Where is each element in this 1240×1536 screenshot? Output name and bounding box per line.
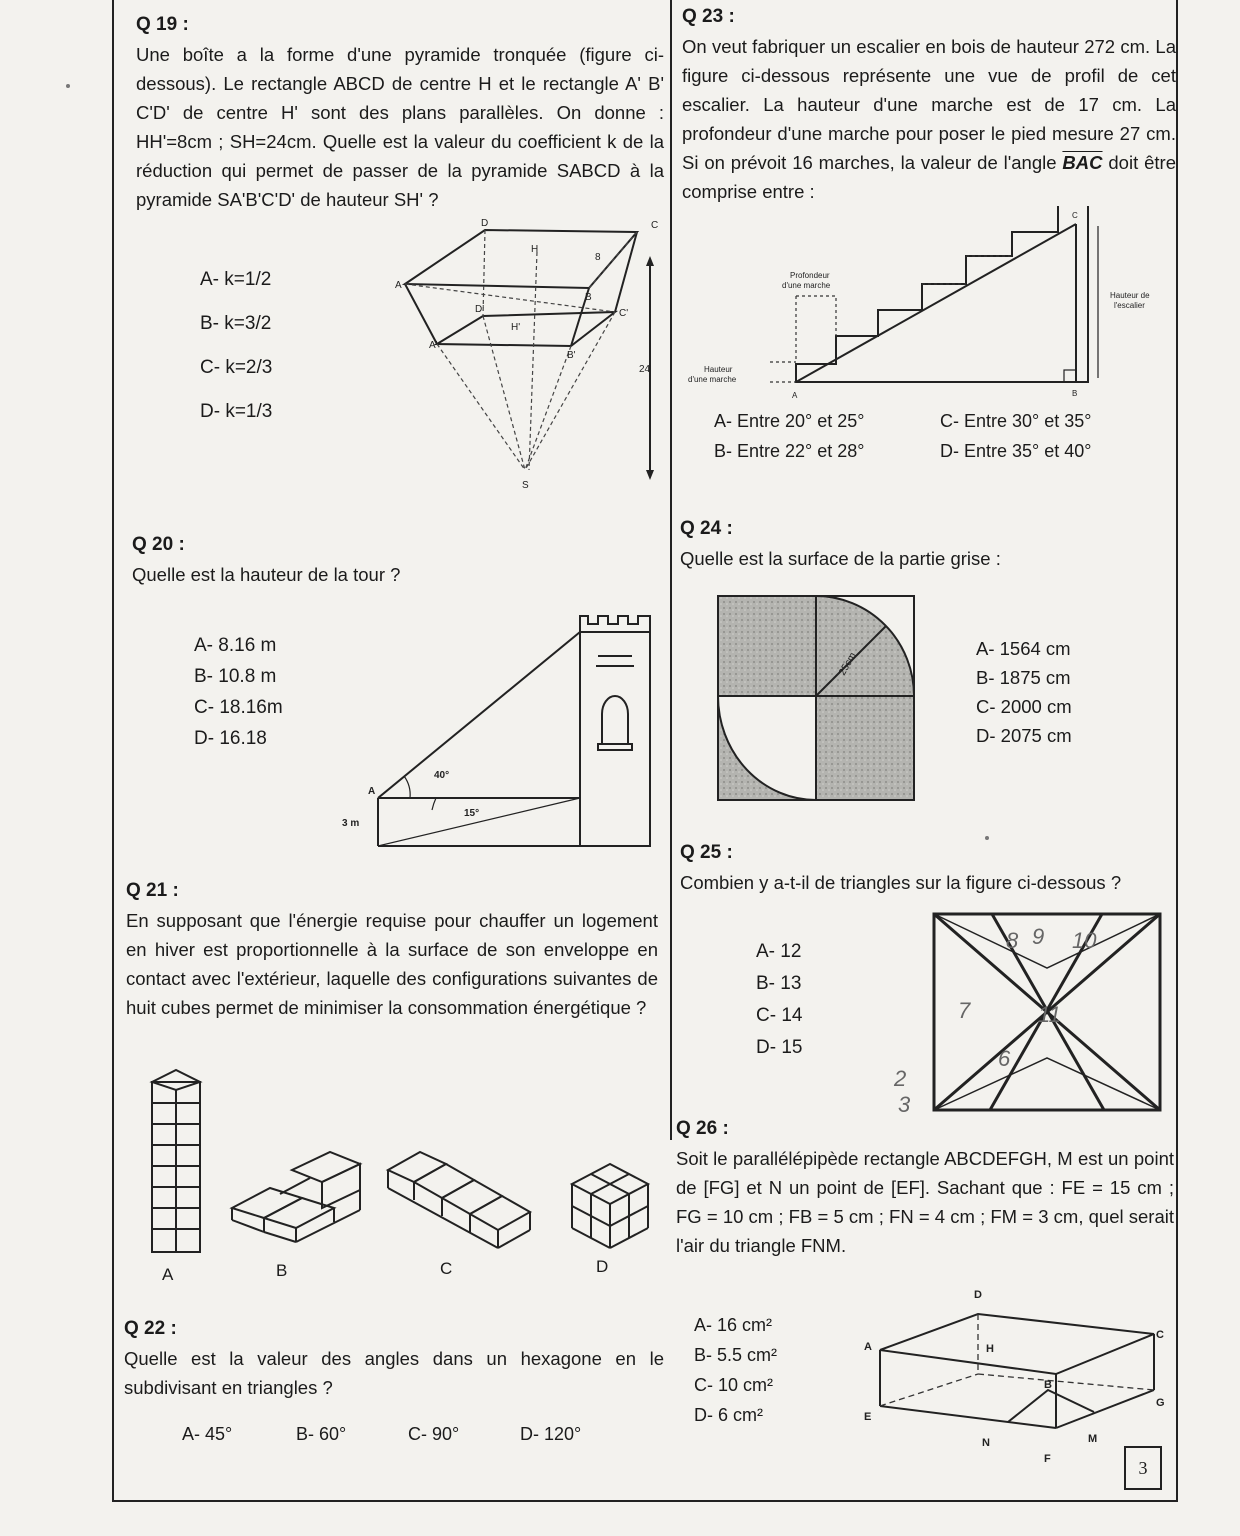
label-a: A	[395, 280, 402, 291]
step-height-label-2: d'une marche	[688, 375, 737, 384]
depth-label-2: d'une marche	[782, 281, 831, 290]
handwritten-2: 2	[894, 1066, 907, 1091]
option-b[interactable]: B- 60°	[296, 1424, 347, 1444]
label-f: F	[1044, 1453, 1051, 1465]
question-number: Q 19 :	[136, 14, 189, 35]
speck	[985, 836, 989, 840]
question-text: Combien y a-t-il de triangles sur la figure ci-dessous ?	[680, 872, 1122, 893]
option-b[interactable]: B- 13	[756, 973, 802, 994]
question-25	[680, 842, 1174, 897]
option-c[interactable]: C- 90°	[408, 1424, 460, 1444]
label-a: A	[792, 391, 798, 400]
label-b: B	[585, 292, 592, 303]
label-b: B	[1072, 389, 1078, 398]
option-d[interactable]: D- 16.18	[194, 728, 267, 749]
label-a: A	[864, 1341, 872, 1353]
option-c[interactable]: C- Entre 30° et 35°	[940, 411, 1092, 431]
stair-height-label: Hauteur de	[1110, 291, 1150, 300]
distance-label: 3 m	[342, 818, 360, 829]
label-sh: 24	[639, 364, 651, 375]
config-c-shape	[388, 1152, 530, 1248]
option-b[interactable]: B- 10.8 m	[194, 666, 277, 687]
option-c[interactable]: C- k=2/3	[200, 357, 273, 378]
label-h: H	[986, 1343, 994, 1355]
q26-options	[694, 1310, 777, 1430]
question-number: Q 22 :	[124, 1318, 177, 1339]
handwritten-9: 9	[1032, 924, 1045, 949]
label-h: H	[531, 244, 539, 255]
parallelepiped-figure	[858, 1282, 1168, 1472]
question-number: Q 26 :	[676, 1118, 729, 1139]
speck	[66, 84, 70, 88]
option-a[interactable]: A- k=1/2	[200, 269, 272, 290]
option-b[interactable]: B- k=3/2	[200, 313, 272, 334]
tower-figure	[340, 604, 660, 854]
question-19	[136, 14, 664, 214]
option-a[interactable]: A- 16 cm²	[694, 1315, 773, 1335]
stair-height-label-2: l'escalier	[1114, 301, 1145, 310]
label-h-prime: H'	[511, 322, 521, 333]
option-c[interactable]: C- 14	[756, 1005, 803, 1026]
top-rectangle	[405, 230, 637, 288]
option-a[interactable]: A- 45°	[182, 1424, 233, 1444]
option-a[interactable]: A- 12	[756, 941, 802, 962]
handwritten-7: 7	[958, 998, 971, 1023]
question-20	[132, 534, 662, 589]
option-b[interactable]: B- Entre 22° et 28°	[714, 441, 865, 461]
question-26	[676, 1118, 1174, 1260]
label-c: C	[1156, 1329, 1164, 1341]
label-d: D	[481, 218, 489, 229]
option-c[interactable]: C- 10 cm²	[694, 1375, 774, 1395]
angle-40-label: 40°	[434, 770, 450, 781]
question-number: Q 20 :	[132, 534, 185, 555]
tower-crenels	[580, 616, 650, 632]
label-d: D	[974, 1289, 982, 1301]
question-text: Une boîte a la forme d'une pyramide tronquée (figure ci-dessous). Le rectangle ABCD de centre H et le rectangle A' B' C'D' de centre H' sont des plans parallèles. On donne : HH'=8cm ; SH=24cm. Quelle est la valeur du coefficient k de la réduction qui permet de passer de la pyramide SABCD à la pyramide SA'B'C'D' de hauteur SH' ?	[136, 44, 664, 210]
question-number: Q 24 :	[680, 518, 733, 539]
page-number: 3	[1124, 1446, 1162, 1490]
q25-options	[756, 936, 802, 1064]
label-d-prime: D'	[475, 304, 485, 315]
label-c: C	[440, 1259, 453, 1278]
question-number: Q 23 :	[682, 6, 735, 27]
label-s: S	[522, 480, 529, 491]
question-22	[124, 1318, 664, 1402]
label-a: A	[162, 1265, 174, 1284]
handwritten-11: 11	[1038, 1002, 1061, 1027]
option-a[interactable]: A- 8.16 m	[194, 635, 277, 656]
handwritten-8: 8	[1006, 928, 1019, 953]
option-b[interactable]: B- 5.5 cm²	[694, 1345, 778, 1365]
question-text: On veut fabriquer un escalier en bois de hauteur 272 cm. La figure ci-dessous représente une vue de profil de cet escalier. La hauteur d'une marche est de 17 cm. La profondeur d'une marche pour poser le pied mesure 27 cm. Si on prévoit 16 marches, la valeur de l'angle $\overline{BAC}$ doit être comprise entre :	[682, 36, 1176, 202]
question-text: Quelle est la surface de la partie grise :	[680, 548, 1001, 569]
q24-options	[976, 634, 1072, 750]
cube-configurations-figure	[140, 1060, 660, 1290]
option-c[interactable]: C- 2000 cm	[976, 696, 1072, 717]
angle-bac: $\overline{BAC}$	[1062, 152, 1103, 173]
option-d[interactable]: D- Entre 35° et 40°	[940, 441, 1092, 461]
stair-steps	[796, 206, 1088, 382]
label-c-prime: C'	[619, 308, 629, 319]
triangles-figure	[872, 908, 1164, 1116]
hypotenuse-ac	[796, 224, 1076, 382]
label-c: C	[1072, 211, 1078, 220]
question-24	[680, 518, 1174, 573]
label-n: N	[982, 1437, 990, 1449]
question-number: Q 21 :	[126, 880, 179, 901]
question-text: Quelle est la valeur des angles dans un hexagone en le subdivisant en triangles ?	[124, 1348, 664, 1398]
question-text: Quelle est la hauteur de la tour ?	[132, 564, 401, 585]
handwritten-3: 3	[898, 1092, 911, 1116]
question-number: Q 25 :	[680, 842, 733, 863]
label-b: B	[276, 1261, 288, 1280]
question-23	[682, 6, 1176, 206]
question-21	[126, 880, 658, 1022]
option-d[interactable]: D- 120°	[520, 1424, 582, 1444]
label-g: G	[1156, 1397, 1165, 1409]
handwritten-6: 6	[998, 1046, 1011, 1071]
label-b-prime: B'	[567, 350, 576, 361]
handwritten-10: 10	[1072, 928, 1097, 953]
tower	[580, 632, 650, 846]
truncated-pyramid-figure	[395, 212, 675, 497]
label-a-prime: A'	[429, 340, 438, 351]
label-c: C	[651, 220, 659, 231]
label-m: M	[1088, 1433, 1098, 1445]
tower-window	[602, 696, 628, 744]
option-c[interactable]: C- 18.16m	[194, 697, 283, 718]
label-b: B	[1044, 1379, 1052, 1391]
top-face	[880, 1314, 1154, 1374]
q20-options	[194, 630, 283, 754]
option-d[interactable]: D- 6 cm²	[694, 1405, 763, 1425]
question-text: Soit le parallélépipède rectangle ABCDEFGH, M est un point de [FG] et N un point de [EF]. Sachant que : FE = 15 cm ; FG = 10 cm ; FB = 5 cm ; FN = 4 cm ; FM = 3 cm, quel serait l'air du triangle FNM.	[676, 1148, 1174, 1256]
option-b[interactable]: B- 1875 cm	[976, 667, 1071, 688]
option-a[interactable]: A- Entre 20° et 25°	[714, 411, 865, 431]
config-a-tower	[152, 1070, 200, 1252]
config-b-shape	[232, 1152, 360, 1242]
label-e: E	[864, 1411, 872, 1423]
label-hh: 8	[595, 252, 601, 263]
column-divider	[670, 0, 672, 1140]
radius-label: 25cm	[837, 650, 859, 678]
config-d-cube	[572, 1164, 648, 1248]
option-a[interactable]: A- 1564 cm	[976, 638, 1071, 659]
option-d[interactable]: D- 15	[756, 1037, 803, 1058]
question-text: En supposant que l'énergie requise pour chauffer un logement en hiver est proportionnelle à la surface de son enveloppe en contact avec l'extérieur, laquelle des configurations suivantes de huit cubes permet de minimiser la consommation énergétique ?	[126, 910, 658, 1018]
step-height-label: Hauteur	[704, 365, 733, 374]
option-d[interactable]: D- k=1/3	[200, 401, 273, 422]
option-d[interactable]: D- 2075 cm	[976, 725, 1072, 746]
label-a: A	[368, 786, 376, 797]
angle-15-label: 15°	[464, 808, 480, 819]
staircase-figure	[684, 206, 1174, 402]
q19-options	[200, 258, 272, 434]
middle-rectangle	[437, 312, 615, 346]
gray-area-figure	[716, 594, 918, 802]
depth-label: Profondeur	[790, 271, 830, 280]
label-d: D	[596, 1257, 609, 1276]
